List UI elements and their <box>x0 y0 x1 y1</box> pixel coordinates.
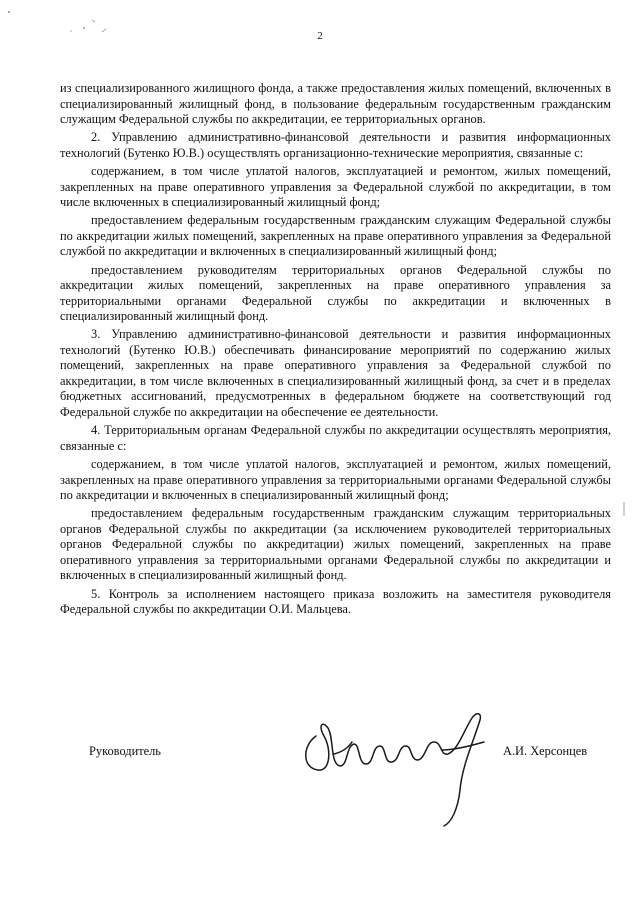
signer-title: Руководитель <box>89 744 161 758</box>
paragraph-item-4-provision: предоставлением федеральным государственным гражданским служащим территориальных органов Федеральной службы по аккредитации (за исключением руководителей территориальных органов Федеральной службы по аккредитации) жилых помещений, закрепленных на праве оперативного управления за территориальными органами Федеральной службы по аккредитации и включенных в специализированный жилищный фонд. <box>60 506 611 583</box>
paragraph-item-2-maintenance: содержанием, в том числе уплатой налогов, эксплуатацией и ремонтом, жилых помещений, закрепленных на праве оперативного управления за Федеральной службой по аккредитации, в том числе включенных в специализированный жилищный фонд; <box>60 164 611 210</box>
document-body <box>60 81 611 620</box>
paragraph-item-5: 5. Контроль за исполнением настоящего приказа возложить на заместителя руководителя Федеральной службы по аккредитации О.И. Мальцева. <box>60 586 611 617</box>
paragraph-item-2-provision-heads: предоставлением руководителям территориальных органов Федеральной службы по аккредитации жилых помещений, закрепленных на праве оперативного управления за территориальными органами Федеральной службы по аккредитации и включенных в специализированный жилищный фонд. <box>60 262 611 324</box>
handwritten-signature <box>294 706 504 831</box>
paragraph-item-3: 3. Управлению административно-финансовой деятельности и развития информационных технологий (Бутенко Ю.В.) обеспечивать финансирование мероприятий по содержанию жилых помещений, закрепленных на праве оперативного управления за Федеральной службой по аккредитации, в том числе включенных в специализированный жилищный фонд, за счет и в пределах бюджетных ассигнований, предусмотренных в федеральном бюджете на соответствующий год Федеральной службе по аккредитации на обеспечение ее деятельности. <box>60 327 611 419</box>
page-number: 2 <box>317 30 323 42</box>
paragraph-item-2: 2. Управлению административно-финансовой деятельности и развития информационных технологий (Бутенко Ю.В.) осуществлять организационно-технические мероприятия, связанные с: <box>60 130 611 160</box>
paragraph-item-4-maintenance: содержанием, в том числе уплатой налогов, эксплуатацией и ремонтом, жилых помещений, закрепленных на праве оперативного управления за территориальными органами Федеральной службы по аккредитации и включенных в специализированный жилищный фонд; <box>60 457 611 503</box>
paragraph-item-2-provision-employees: предоставлением федеральным государственным гражданским служащим Федеральной службы по аккредитации жилых помещений, закрепленных на праве оперативного управления за Федеральной службой по аккредитации и включенных в специализированный жилищный фонд; <box>60 213 611 259</box>
signer-name: А.И. Херсонцев <box>503 744 588 758</box>
paragraph-item-4: 4. Территориальным органам Федеральной службы по аккредитации осуществлять мероприятия, связанные с: <box>60 423 611 453</box>
paragraph-continuation: из специализированного жилищного фонда, а также предоставления жилых помещений, включенных в специализированный жилищный фонд, в пользование федеральным государственным гражданским служащим Федеральной службы по аккредитации, ее территориальных органов. <box>60 81 611 126</box>
